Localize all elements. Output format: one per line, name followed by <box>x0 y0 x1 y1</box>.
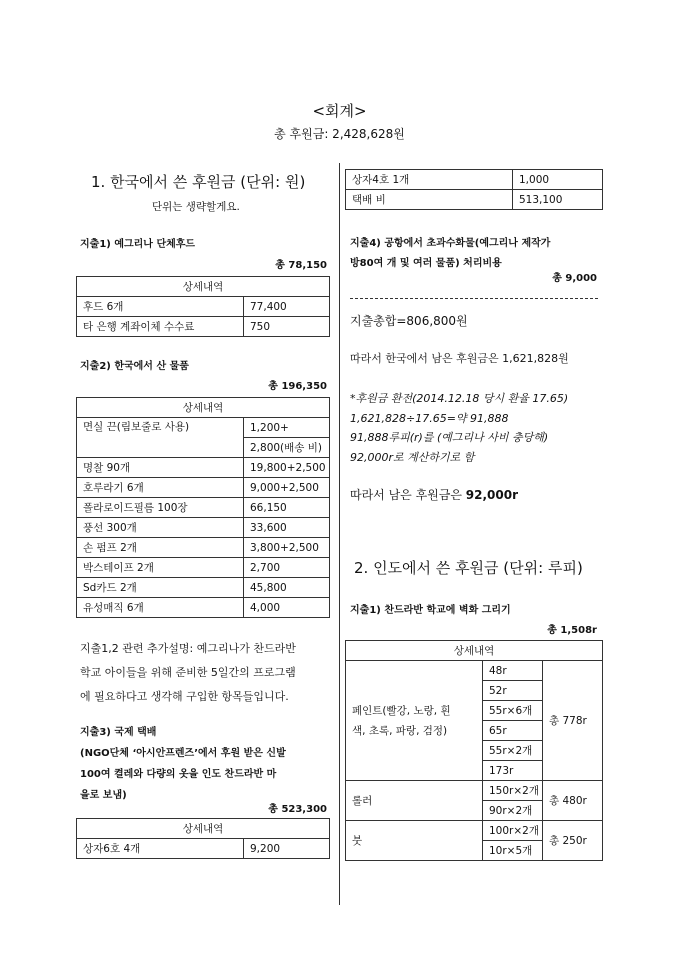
exp3-block <box>80 722 338 806</box>
exchange-line: 91,888루피(r)를 (예그리나 사비 충당해) <box>350 431 549 444</box>
item-cell: 상자6호 4개 <box>77 839 244 859</box>
india-exp1-table <box>345 640 603 861</box>
table-row <box>77 418 330 438</box>
amount-cell: 513,100 <box>513 190 603 210</box>
price-cell: 10r×5개 <box>483 841 543 861</box>
table-row <box>77 518 330 538</box>
table-header: 상세내역 <box>77 277 330 297</box>
brush-label-cell: 붓 <box>346 821 483 861</box>
amount-cell: 66,150 <box>244 498 330 518</box>
exp2-heading: 지출2) 한국에서 산 물품 <box>80 361 189 372</box>
note-line: 학교 아이들을 위해 준비한 5일간의 프로그램 <box>80 666 296 679</box>
price-cell: 90r×2개 <box>483 801 543 821</box>
table-row <box>346 170 603 190</box>
paint-label-cell <box>346 661 483 781</box>
item-cell: 타 은행 계좌이체 수수료 <box>77 317 244 337</box>
exchange-note <box>350 389 568 467</box>
item-cell: 택배 비 <box>346 190 513 210</box>
exp3-desc: (NGO단체 ‘아시안프렌즈’에서 후원 받은 신발 <box>80 748 286 759</box>
page-title: <회계> <box>312 102 367 120</box>
paint-label: 페인트(빨강, 노랑, 흰 <box>352 704 451 717</box>
table-row <box>77 598 330 618</box>
note-line: 지출1,2 관련 추가설명: 예그리나가 찬드라반 <box>80 642 296 655</box>
price-cell: 65r <box>483 721 543 741</box>
amount-cell: 33,600 <box>244 518 330 538</box>
item-cell: Sd카드 2개 <box>77 578 244 598</box>
exchange-line: 1,621,828÷17.65=약 91,888 <box>350 411 509 425</box>
table-row <box>77 558 330 578</box>
paint-total-cell: 총 778r <box>543 661 603 781</box>
table-row <box>77 317 330 337</box>
table-row <box>77 297 330 317</box>
remaining-krw: 따라서 한국에서 남은 후원금은 1,621,828원 <box>350 352 569 365</box>
amount-cell: 2,700 <box>244 558 330 578</box>
table-header: 상세내역 <box>346 641 603 661</box>
item-cell: 후드 6개 <box>77 297 244 317</box>
price-cell: 100r×2개 <box>483 821 543 841</box>
exp3-heading: 지출3) 국제 택배 <box>80 727 157 738</box>
amount-cell: 77,400 <box>244 297 330 317</box>
table-row <box>77 578 330 598</box>
price-cell: 55r×2개 <box>483 741 543 761</box>
exp3-table <box>76 818 330 859</box>
exchange-line: 92,000r로 계산하기로 함 <box>350 450 475 464</box>
amount-cell: 9,200 <box>244 839 330 859</box>
table-row <box>346 190 603 210</box>
exchange-line: *후원금 환전(2014.12.18 당시 환율 17.65) <box>350 392 569 405</box>
section1-title: 1. 한국에서 쓴 후원금 (단위: 원) <box>91 173 306 191</box>
exp1-heading: 지출1) 예그리나 단체후드 <box>80 239 196 250</box>
exp4-total: 총 9,000 <box>552 273 597 284</box>
additional-note <box>80 637 335 709</box>
price-cell: 150r×2개 <box>483 781 543 801</box>
amount-cell: 2,800(배송 비) <box>244 438 330 458</box>
table-row <box>77 839 330 859</box>
price-cell: 52r <box>483 681 543 701</box>
price-cell: 55r×6개 <box>483 701 543 721</box>
item-cell: 유성매직 6개 <box>77 598 244 618</box>
amount-cell: 1,200+ <box>244 418 330 438</box>
table-row <box>346 821 603 841</box>
remaining-label: 따라서 남은 후원금은 <box>350 488 466 502</box>
amount-cell: 1,000 <box>513 170 603 190</box>
column-divider <box>339 163 340 905</box>
amount-cell: 9,000+2,500 <box>244 478 330 498</box>
exp4-heading: 지출4) 공항에서 초과수화물(예그리나 제작가 <box>350 238 551 249</box>
table-row <box>77 458 330 478</box>
unit-note: 단위는 생략할게요. <box>152 201 240 213</box>
exp3-table-continued <box>345 169 603 210</box>
india-exp1-heading: 지출1) 찬드라반 학교에 벽화 그리기 <box>350 605 511 616</box>
table-row <box>77 538 330 558</box>
table-header: 상세내역 <box>77 398 330 418</box>
dashed-divider <box>350 298 598 299</box>
item-cell: 호루라기 6개 <box>77 478 244 498</box>
table-row <box>77 478 330 498</box>
india-exp1-total: 총 1,508r <box>547 625 597 636</box>
amount-cell: 19,800+2,500 <box>244 458 330 478</box>
expense-sum: 지출총합=806,800원 <box>350 314 468 328</box>
paint-label: 색, 초록, 파랑, 검정) <box>352 724 448 737</box>
table-header: 상세내역 <box>77 819 330 839</box>
amount-cell: 3,800+2,500 <box>244 538 330 558</box>
exp2-total: 총 196,350 <box>268 381 327 392</box>
item-cell: 면실 끈(림보줄로 사용) <box>77 418 244 458</box>
note-line: 에 필요하다고 생각해 구입한 항목들입니다. <box>80 690 289 703</box>
item-cell: 폴라로이드필름 100장 <box>77 498 244 518</box>
exp1-total: 총 78,150 <box>275 260 327 271</box>
section2-title: 2. 인도에서 쓴 후원금 (단위: 루피) <box>354 559 583 577</box>
price-cell: 48r <box>483 661 543 681</box>
table-row <box>346 781 603 801</box>
item-cell: 풍선 300개 <box>77 518 244 538</box>
item-cell: 손 펌프 2개 <box>77 538 244 558</box>
price-cell: 173r <box>483 761 543 781</box>
exp3-total: 총 523,300 <box>268 804 327 815</box>
remaining-value: 92,000r <box>465 488 519 502</box>
brush-total-cell: 총 250r <box>543 821 603 861</box>
roller-total-cell: 총 480r <box>543 781 603 821</box>
exp3-desc: 100여 켤레와 다량의 옷을 인도 찬드라반 마 <box>80 769 277 780</box>
exp1-table <box>76 276 330 337</box>
amount-cell: 4,000 <box>244 598 330 618</box>
item-cell: 상자4호 1개 <box>346 170 513 190</box>
table-row <box>77 498 330 518</box>
exp3-desc: 을로 보냄) <box>80 790 127 801</box>
remaining-summary <box>350 487 518 503</box>
exp4-block <box>350 234 605 274</box>
exp4-heading: 방80여 개 및 여러 물품) 처리비용 <box>350 258 502 269</box>
roller-label-cell: 롤러 <box>346 781 483 821</box>
exp2-table <box>76 397 330 618</box>
total-donation: 총 후원금: 2,428,628원 <box>274 127 405 141</box>
item-cell: 명찰 90개 <box>77 458 244 478</box>
table-row <box>346 661 603 681</box>
amount-cell: 750 <box>244 317 330 337</box>
item-cell: 박스테이프 2개 <box>77 558 244 578</box>
amount-cell: 45,800 <box>244 578 330 598</box>
